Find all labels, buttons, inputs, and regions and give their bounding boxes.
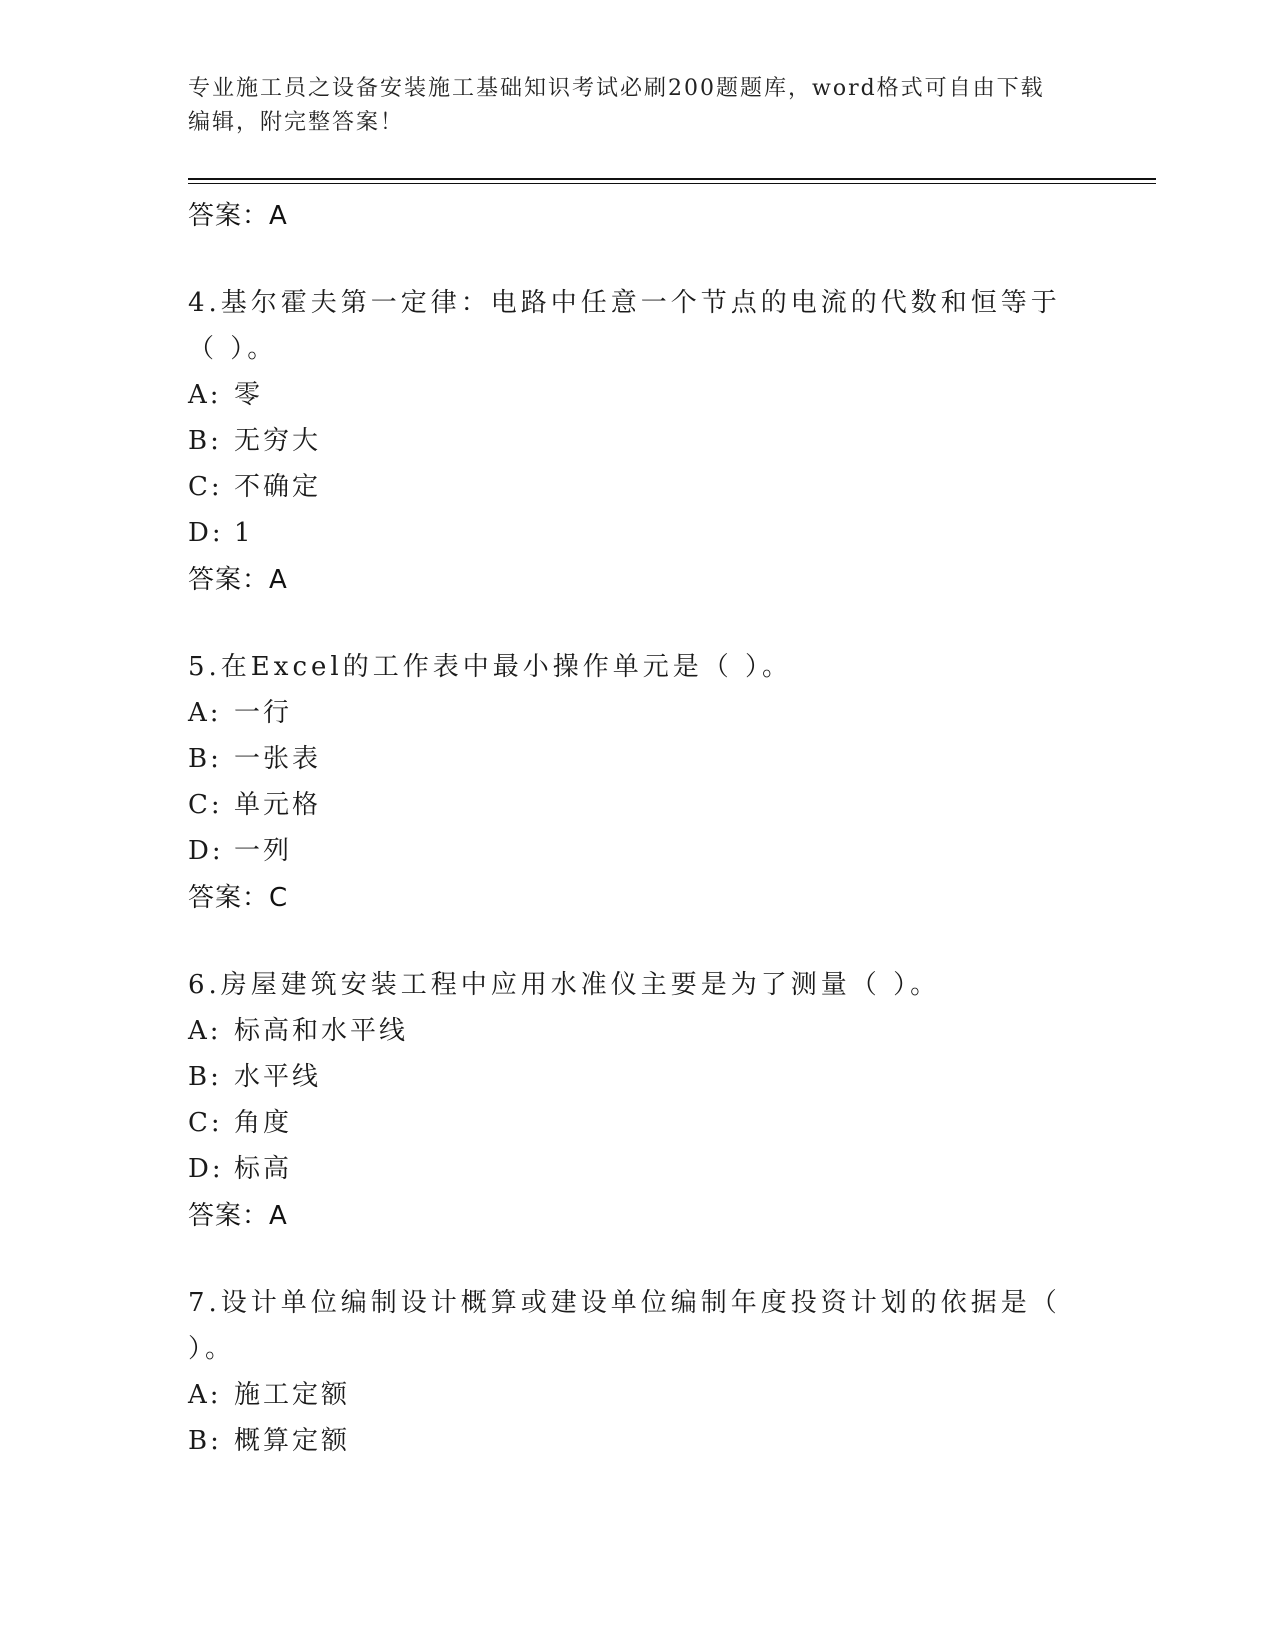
option-letter: C: [188,1108,223,1138]
option-letter: C: [188,472,223,502]
option-text: 一行 [234,698,293,728]
option-text: 角度 [234,1108,293,1138]
question-4 [188,280,1088,600]
document-header: 专业施工员之设备安装施工基础知识考试必刷200题题库，word格式可自由下载编辑，附完整答案！ [188,76,1045,135]
option-text: 无穷大 [234,426,322,456]
question-text: 5.在Excel的工作表中最小操作单元是（ ）。 [188,652,792,682]
option-letter: B: [188,1062,222,1092]
option-letter: D: [188,1154,224,1184]
option-letter: D: [188,518,224,548]
option-letter: B: [188,1426,222,1456]
option-letter: A: [188,1016,222,1046]
option-a [188,690,1088,736]
option-c [188,1100,1088,1146]
option-text: 1 [234,518,254,548]
document-body [188,192,1088,1464]
option-text: 一张表 [234,744,322,774]
answer-line: 答案：A [188,565,288,595]
option-text: 零 [234,380,264,410]
option-text: 概算定额 [234,1426,351,1456]
answer-line: 答案：C [188,883,289,913]
option-a [188,1008,1088,1054]
option-c [188,464,1088,510]
option-text: 一列 [234,836,293,866]
option-text: 单元格 [234,790,322,820]
option-letter: D: [188,836,224,866]
question-text: 4.基尔霍夫第一定律：电路中任意一个节点的电流的代数和恒等于（ ）。 [188,288,1061,364]
option-d [188,828,1088,874]
option-b [188,1054,1088,1100]
option-b [188,736,1088,782]
option-text: 标高和水平线 [234,1016,409,1046]
option-letter: B: [188,426,222,456]
option-letter: A: [188,1380,222,1410]
option-text: 标高 [234,1154,293,1184]
question-text: 6.房屋建筑安装工程中应用水准仪主要是为了测量（ ）。 [188,970,941,1000]
option-c [188,782,1088,828]
option-text: 施工定额 [234,1380,351,1410]
option-letter: B: [188,744,222,774]
option-text: 不确定 [234,472,322,502]
option-letter: A: [188,698,222,728]
question-7 [188,1280,1088,1464]
option-a [188,1372,1088,1418]
option-b [188,1418,1088,1464]
option-text: 水平线 [234,1062,322,1092]
answer-line: 答案：A [188,1201,288,1231]
option-d [188,1146,1088,1192]
option-d [188,510,1088,556]
question-6 [188,962,1088,1236]
option-letter: A: [188,380,222,410]
header-rule-thin [188,183,1156,184]
option-b [188,418,1088,464]
option-a [188,372,1088,418]
header-rule-thick [188,178,1156,180]
option-letter: C: [188,790,223,820]
question-text: 7.设计单位编制设计概算或建设单位编制年度投资计划的依据是（ ）。 [188,1288,1061,1364]
question-5 [188,644,1088,918]
answer-line: 答案：A [188,201,288,231]
